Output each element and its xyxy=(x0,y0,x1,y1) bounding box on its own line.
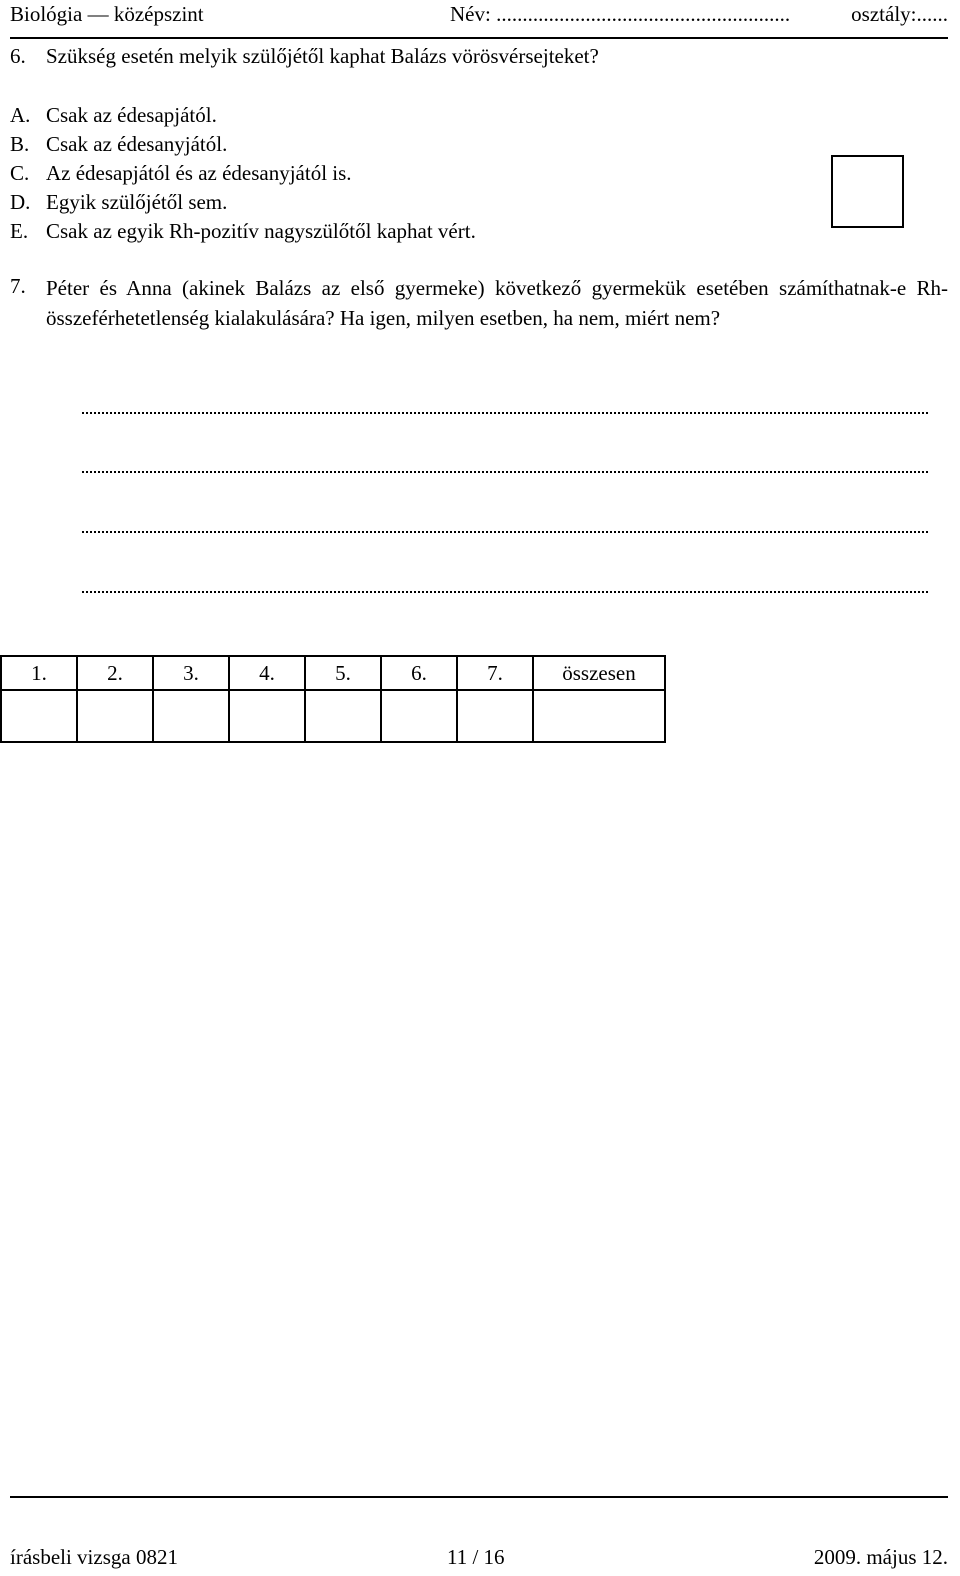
answer-line-1[interactable] xyxy=(82,410,928,414)
option-text: Csak az édesapjától. xyxy=(46,103,217,127)
score-header-cell: 6. xyxy=(381,656,457,690)
question-7-number: 7. xyxy=(10,274,26,298)
score-header-cell: 7. xyxy=(457,656,533,690)
option-text: Az édesapjától és az édesanyjától is. xyxy=(46,161,352,185)
option-text: Egyik szülőjétől sem. xyxy=(46,190,228,214)
score-header-cell: 2. xyxy=(77,656,153,690)
score-value-cell[interactable] xyxy=(153,690,229,742)
score-value-cell[interactable] xyxy=(1,690,77,742)
score-value-total[interactable] xyxy=(533,690,665,742)
footer-page-number: 11 / 16 xyxy=(447,1545,505,1569)
footer-exam-label: írásbeli vizsga 0821 xyxy=(10,1545,178,1569)
answer-line-4[interactable] xyxy=(82,589,928,593)
question-7 xyxy=(10,274,948,333)
header-name-field: Név: ........................................................ xyxy=(450,2,791,26)
score-table xyxy=(0,655,666,743)
score-header-cell: 4. xyxy=(229,656,305,690)
score-value-cell[interactable] xyxy=(381,690,457,742)
option-letter: B. xyxy=(10,132,30,156)
answer-line-2[interactable] xyxy=(82,469,928,473)
score-table-header-row xyxy=(1,656,665,690)
header-subject: Biológia — középszint xyxy=(10,2,204,26)
page-header xyxy=(10,0,948,38)
question-7-text: Péter és Anna (akinek Balázs az első gyermeke) következő gyermekük esetében számíthatnak-e Rh-összeférhetetlenség kialakulására? Ha igen, milyen esetben, ha nem, miért nem? xyxy=(46,276,948,330)
score-header-total: összesen xyxy=(533,656,665,690)
question-6-text: Szükség esetén melyik szülőjétől kaphat Balázs vörösvérsejteket? xyxy=(46,44,599,68)
score-header-cell: 1. xyxy=(1,656,77,690)
score-value-cell[interactable] xyxy=(77,690,153,742)
option-letter: E. xyxy=(10,219,29,243)
answer-box[interactable] xyxy=(831,155,904,228)
option-letter: A. xyxy=(10,103,31,127)
option-letter: C. xyxy=(10,161,30,185)
header-divider xyxy=(10,37,948,39)
footer-date: 2009. május 12. xyxy=(813,1545,948,1569)
score-value-cell[interactable] xyxy=(229,690,305,742)
answer-line-3[interactable] xyxy=(82,529,928,533)
question-6-number: 6. xyxy=(10,44,26,68)
option-letter: D. xyxy=(10,190,31,214)
score-table-value-row xyxy=(1,690,665,742)
score-header-cell: 5. xyxy=(305,656,381,690)
score-value-cell[interactable] xyxy=(457,690,533,742)
option-text: Csak az édesanyjától. xyxy=(46,132,228,156)
footer-divider xyxy=(10,1496,948,1498)
score-value-cell[interactable] xyxy=(305,690,381,742)
score-header-cell: 3. xyxy=(153,656,229,690)
option-text: Csak az egyik Rh-pozitív nagyszülőtől kaphat vért. xyxy=(46,219,476,243)
header-class-field: osztály:...... xyxy=(851,2,948,26)
